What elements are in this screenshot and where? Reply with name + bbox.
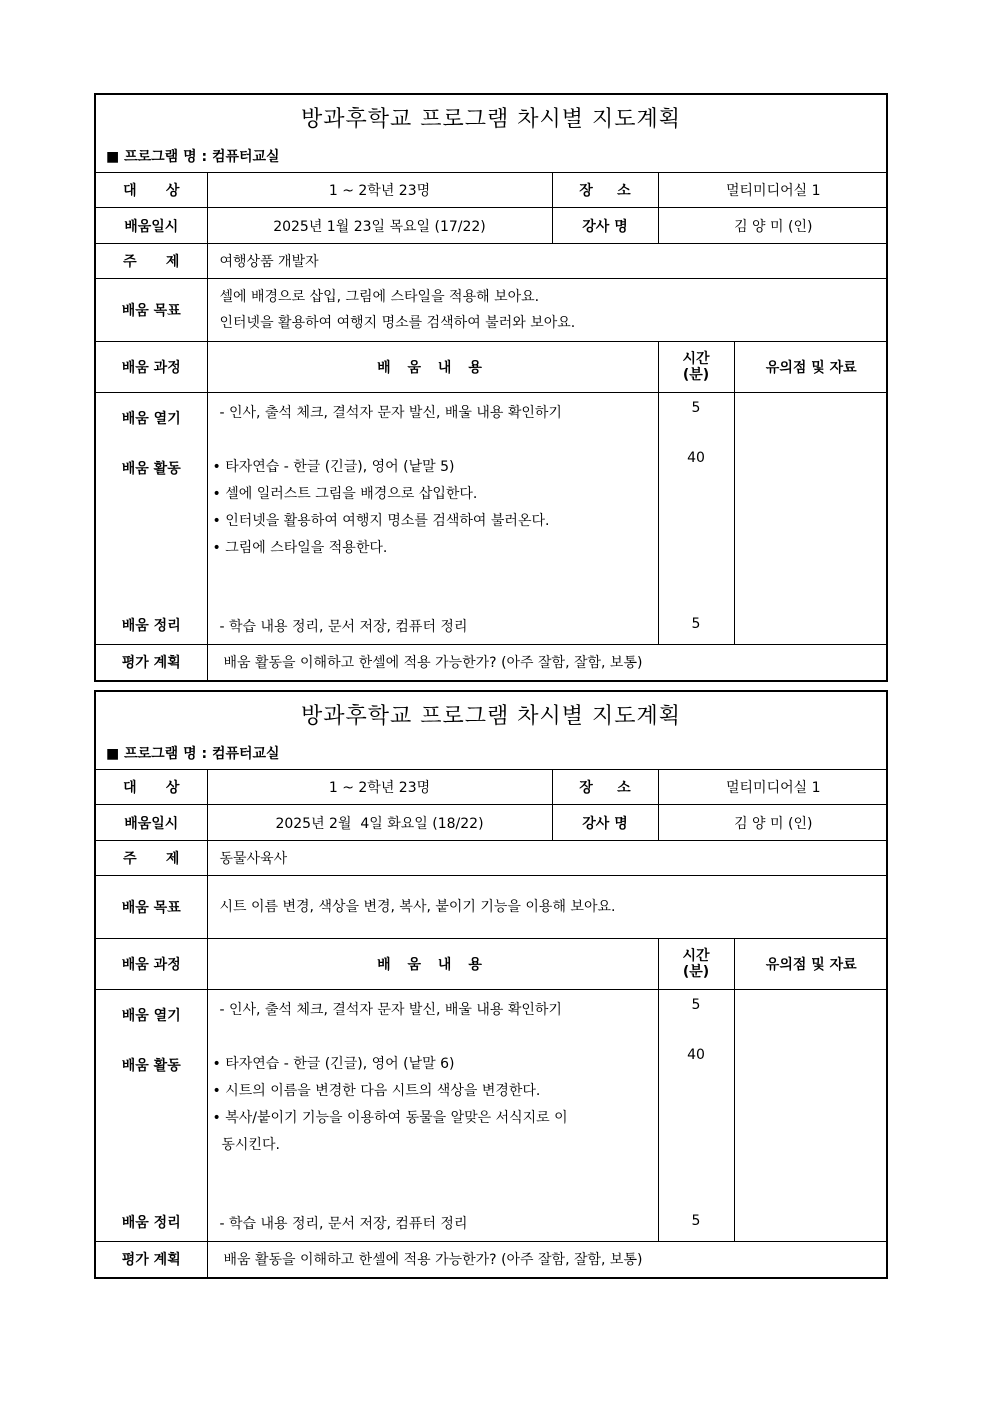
time-activity: 40 [687, 450, 705, 466]
date-value: 2025년 2월 4일 화요일 (18/22) [207, 805, 552, 841]
teacher-value: 김 양 미 (인) [658, 208, 888, 244]
notes-header: 유의점 및 자료 [734, 342, 888, 393]
time-values [658, 990, 734, 1242]
activity-item: • 인터넷을 활용하여 여행지 명소를 검색하여 불러온다. [212, 513, 550, 529]
open-text: - 인사, 출석 체크, 결석자 문자 발신, 배울 내용 확인하기 [219, 405, 562, 421]
teacher-value: 김 양 미 (인) [658, 805, 888, 841]
time-open: 5 [691, 400, 701, 416]
time-values [658, 393, 734, 645]
process-header: 배움 과정 [96, 342, 207, 393]
program-name: ■ 프로그램 명 : 컴퓨터교실 [106, 149, 280, 165]
goal-value [207, 279, 888, 342]
activity-item: • 복사/붙이기 기능을 이용하여 동물을 알맞은 서식지로 이 [212, 1110, 568, 1126]
topic-label: 주 제 [96, 841, 207, 876]
eval-value: 배움 활동을 이해하고 한셀에 적용 가능한가? (아주 잘함, 잘함, 보통) [207, 645, 888, 680]
goal-line-2: 인터넷을 활용하여 여행지 명소를 검색하여 불러와 보아요. [219, 315, 576, 331]
target-label: 대 상 [96, 770, 207, 805]
topic-value: 동물사육사 [207, 841, 888, 876]
lesson-content [207, 393, 658, 645]
date-label: 배움일시 [96, 208, 207, 244]
date-value: 2025년 1월 23일 목요일 (17/22) [207, 208, 552, 244]
lesson-plan-1 [94, 93, 888, 682]
eval-label: 평가 계획 [96, 645, 207, 680]
time-header-line-1: 시간 [682, 948, 710, 964]
eval-value: 배움 활동을 이해하고 한셀에 적용 가능한가? (아주 잘함, 잘함, 보통) [207, 1242, 888, 1277]
time-close: 5 [691, 1213, 701, 1229]
plan-title: 방과후학교 프로그램 차시별 지도계획 [300, 704, 681, 729]
stage-close: 배움 정리 [121, 618, 181, 634]
program-name: ■ 프로그램 명 : 컴퓨터교실 [106, 746, 280, 762]
lesson-plan-2 [94, 690, 888, 1279]
target-value: 1 ~ 2학년 23명 [207, 173, 552, 208]
close-text: - 학습 내용 정리, 문서 저장, 컴퓨터 정리 [219, 1216, 468, 1232]
process-stages [96, 393, 207, 645]
topic-value: 여행상품 개발자 [207, 244, 888, 279]
goal-line-1: 셀에 배경으로 삽입, 그림에 스타일을 적용해 보아요. [219, 289, 540, 305]
process-header: 배움 과정 [96, 939, 207, 990]
target-value: 1 ~ 2학년 23명 [207, 770, 552, 805]
process-stages [96, 990, 207, 1242]
stage-activity: 배움 활동 [121, 461, 181, 477]
teacher-label: 강사 명 [552, 805, 658, 841]
open-text: - 인사, 출석 체크, 결석자 문자 발신, 배울 내용 확인하기 [219, 1002, 562, 1018]
place-label: 장 소 [552, 173, 658, 208]
goal-line-1: 시트 이름 변경, 색상을 변경, 복사, 붙이기 기능을 이용해 보아요. [219, 899, 616, 915]
time-header-line-2: (분) [682, 367, 710, 383]
goal-value [207, 876, 888, 939]
notes-cell [734, 393, 888, 645]
place-label: 장 소 [552, 770, 658, 805]
date-label: 배움일시 [96, 805, 207, 841]
time-open: 5 [691, 997, 701, 1013]
place-value: 멀티미디어실 1 [658, 770, 888, 805]
close-text: - 학습 내용 정리, 문서 저장, 컴퓨터 정리 [219, 619, 468, 635]
activity-item: • 타자연습 - 한글 (긴글), 영어 (낱말 5) [212, 459, 455, 475]
notes-header: 유의점 및 자료 [734, 939, 888, 990]
place-value: 멀티미디어실 1 [658, 173, 888, 208]
content-header: 배 움 내 용 [207, 342, 658, 393]
time-activity: 40 [687, 1047, 705, 1063]
teacher-label: 강사 명 [552, 208, 658, 244]
eval-label: 평가 계획 [96, 1242, 207, 1277]
target-label: 대 상 [96, 173, 207, 208]
topic-label: 주 제 [96, 244, 207, 279]
stage-open: 배움 열기 [121, 1008, 181, 1024]
time-header-line-2: (분) [682, 964, 710, 980]
time-close: 5 [691, 616, 701, 632]
plan-table [96, 172, 888, 680]
activity-item: • 타자연습 - 한글 (긴글), 영어 (낱말 6) [212, 1056, 455, 1072]
plan-table [96, 769, 888, 1277]
activity-item: • 셀에 일러스트 그림을 배경으로 삽입한다. [212, 486, 478, 502]
time-header [658, 939, 734, 990]
content-header: 배 움 내 용 [207, 939, 658, 990]
activity-item: • 시트의 이름을 변경한 다음 시트의 색상을 변경한다. [212, 1083, 541, 1099]
time-header [658, 342, 734, 393]
goal-label: 배움 목표 [96, 279, 207, 342]
stage-close: 배움 정리 [121, 1215, 181, 1231]
notes-cell [734, 990, 888, 1242]
activity-item: • 그림에 스타일을 적용한다. [212, 540, 388, 556]
goal-label: 배움 목표 [96, 876, 207, 939]
activity-item: 동시킨다. [212, 1137, 280, 1153]
stage-activity: 배움 활동 [121, 1058, 181, 1074]
stage-open: 배움 열기 [121, 411, 181, 427]
time-header-line-1: 시간 [682, 351, 710, 367]
lesson-content [207, 990, 658, 1242]
plan-title: 방과후학교 프로그램 차시별 지도계획 [300, 107, 681, 132]
